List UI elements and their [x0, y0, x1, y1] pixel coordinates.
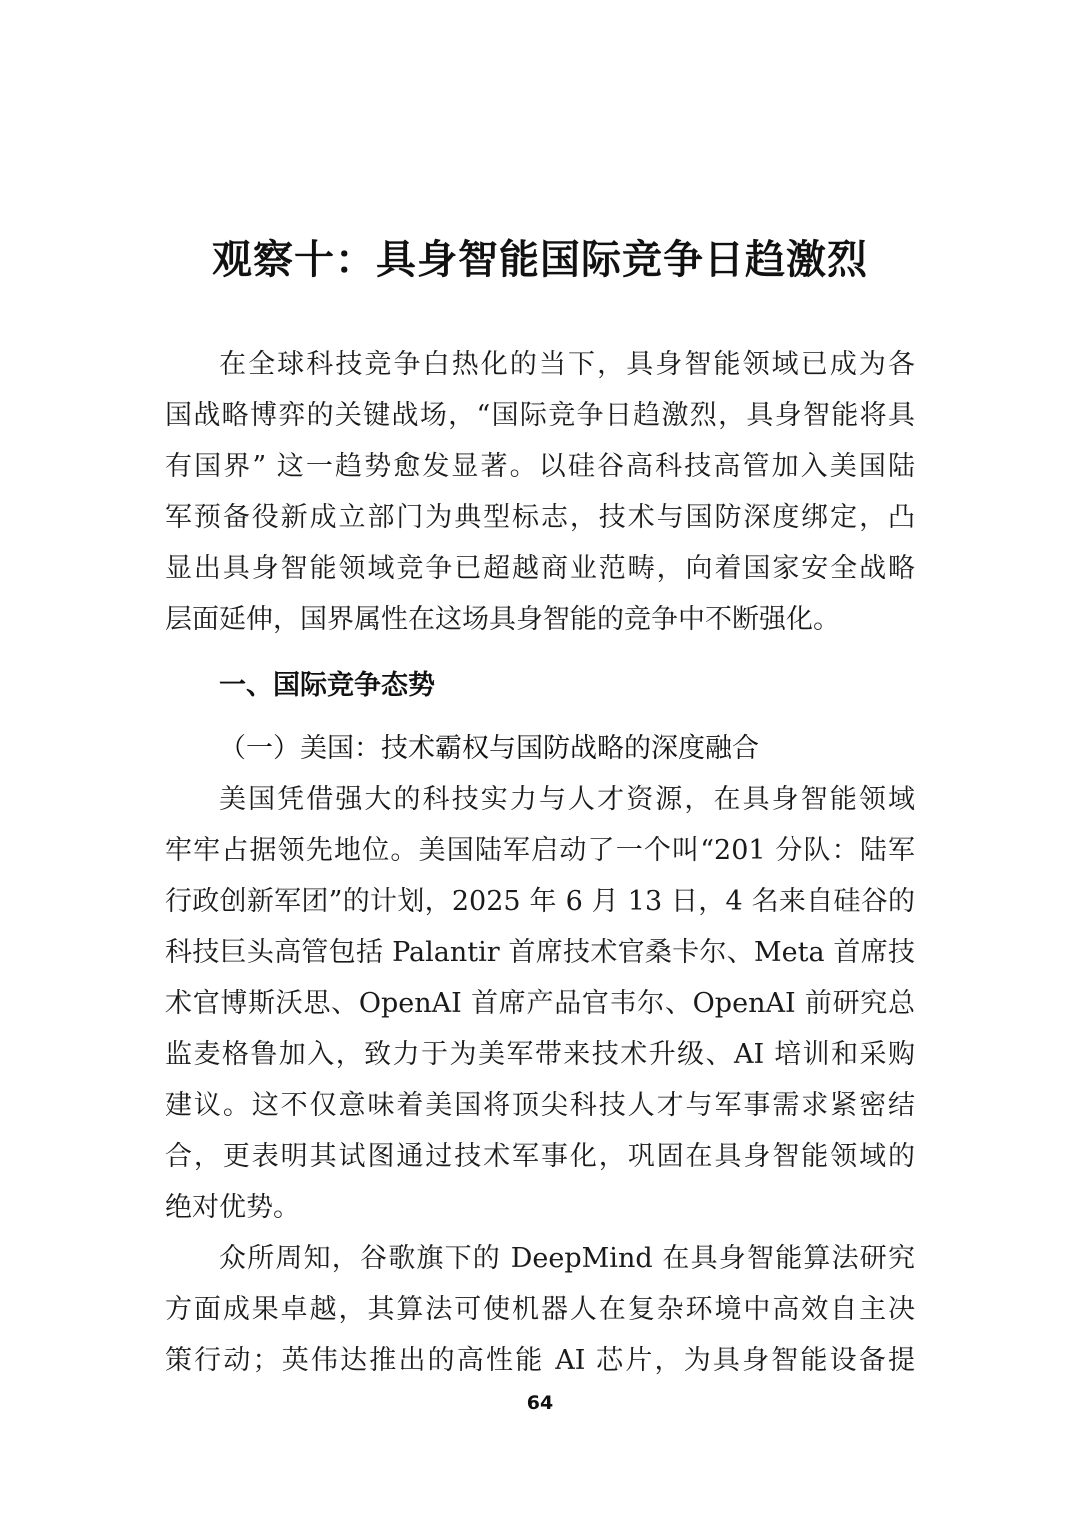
page-title: 观察十：具身智能国际竞争日趋激烈 [212, 237, 868, 283]
paragraph-line: 策行动；英伟达推出的高性能 AI 芯片，为具身智能设备提 [165, 1345, 915, 1376]
paragraph-line: 美国凭借强大的科技实力与人才资源，在具身智能领域 [219, 784, 915, 815]
paragraph-line: 绝对优势。 [165, 1192, 300, 1223]
paragraph-line: 方面成果卓越，其算法可使机器人在复杂环境中高效自主决 [165, 1294, 915, 1325]
paragraph-line: 监麦格鲁加入，致力于为美军带来技术升级、AI 培训和采购 [165, 1039, 915, 1070]
paragraph-line: 行政创新军团”的计划，2025 年 6 月 13 日，4 名来自硅谷的 [165, 886, 915, 917]
paragraph-line: 建议。这不仅意味着美国将顶尖科技人才与军事需求紧密结 [165, 1090, 915, 1121]
paragraph-line: 牢牢占据领先地位。美国陆军启动了一个叫“201 分队：陆军 [165, 835, 915, 866]
intro-line: 在全球科技竞争白热化的当下，具身智能领域已成为各 [219, 349, 915, 380]
intro-line: 显出具身智能领域竞争已超越商业范畴，向着国家安全战略 [165, 553, 915, 584]
paragraph-line: 术官博斯沃思、OpenAI 首席产品官韦尔、OpenAI 前研究总 [165, 988, 915, 1019]
page-number: 64 [526, 1392, 554, 1414]
paragraph-line: 合，更表明其试图通过技术军事化，巩固在具身智能领域的 [165, 1141, 915, 1172]
intro-line: 军预备役新成立部门为典型标志，技术与国防深度绑定，凸 [165, 502, 915, 533]
paragraph-line: 科技巨头高管包括 Palantir 首席技术官桑卡尔、Meta 首席技 [165, 937, 915, 968]
paragraph-line: 众所周知，谷歌旗下的 DeepMind 在具身智能算法研究 [219, 1243, 915, 1274]
intro-line: 层面延伸，国界属性在这场具身智能的竞争中不断强化。 [165, 604, 840, 635]
subsection-heading: （一）美国：技术霸权与国防战略的深度融合 [219, 733, 759, 764]
intro-line: 国战略博弈的关键战场，“国际竞争日趋激烈，具身智能将具 [165, 400, 915, 431]
intro-line: 有国界” 这一趋势愈发显著。以硅谷高科技高管加入美国陆 [165, 451, 915, 482]
section-heading: 一、国际竞争态势 [219, 670, 435, 701]
